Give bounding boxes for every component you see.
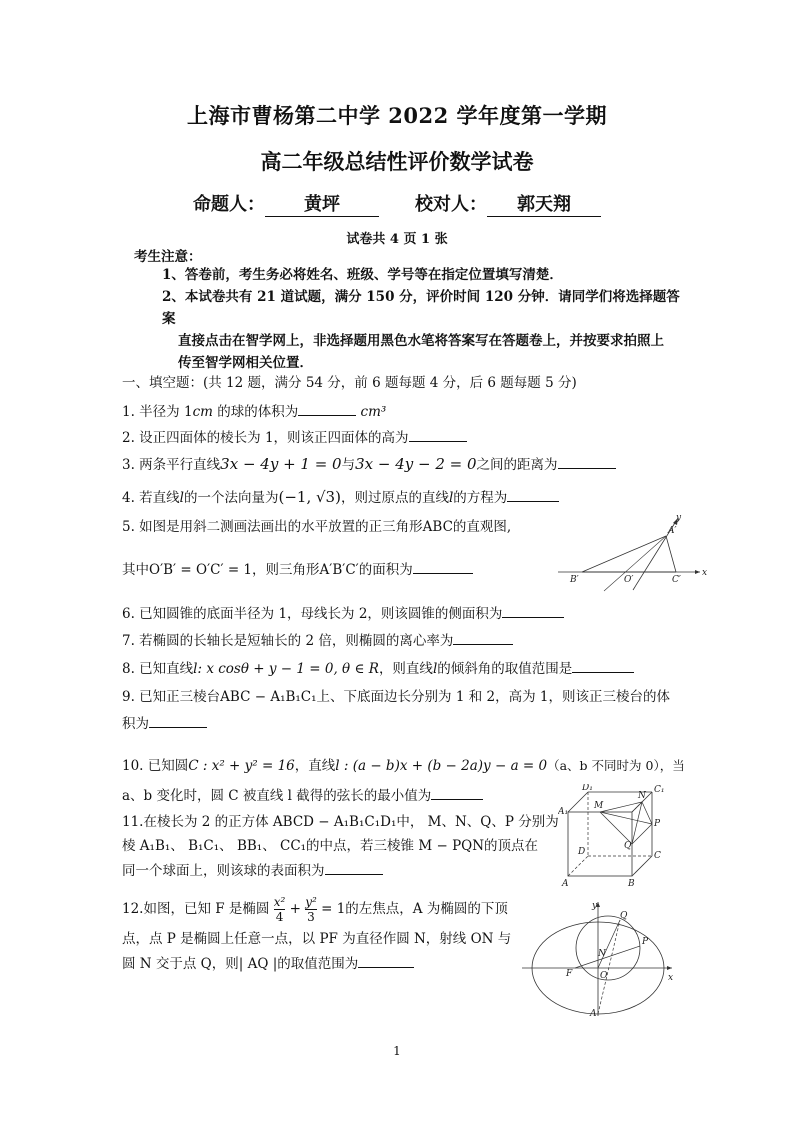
q9-answer-blank[interactable]	[149, 713, 207, 728]
q1-text: 1. 半径为 1	[122, 404, 193, 420]
notice-body	[162, 264, 692, 374]
fig12-label-y: y	[592, 901, 598, 911]
question-12-line-3	[122, 953, 414, 974]
q4-text-4: 的方程为	[453, 490, 508, 506]
fig11-mq	[600, 812, 632, 844]
q10-text: 10. 已知圆	[122, 758, 189, 774]
fig5-label-x: x	[702, 568, 708, 578]
fig12-label-q: Q	[620, 911, 628, 921]
section-heading: 一、填空题：(共 12 题，满分 54 分，前 6 题每题 4 分，后 6 题每题 5 分)	[122, 375, 577, 391]
question-6	[122, 603, 564, 624]
fig11-nq	[632, 802, 642, 844]
q7-answer-blank[interactable]	[453, 630, 513, 645]
q5-answer-blank[interactable]	[413, 559, 473, 574]
fig12-label-o: O	[600, 971, 608, 981]
q8-answer-blank[interactable]	[572, 658, 634, 673]
fig5-label-o: O′	[624, 575, 634, 585]
question-9-line-2	[122, 713, 207, 734]
fig11-label-d: D	[578, 847, 586, 857]
fig12-label-n: N	[598, 949, 606, 959]
fig5-line-ext	[604, 536, 666, 591]
q12-frac-2-den: 3	[307, 910, 315, 924]
fig12-pf	[575, 946, 640, 968]
q10-line: l : (a − b)x + (b − 2a)y − a = 0	[335, 758, 548, 774]
q8-equation: : x cosθ + y − 1 = 0, θ ∈ R	[197, 661, 379, 677]
fig11-label-c1: C₁	[654, 785, 665, 795]
q1-unit-cubic: cm³	[360, 404, 387, 420]
fig11-label-p: P	[654, 819, 661, 829]
q8-text-3: 的倾斜角的取值范围是	[437, 661, 573, 677]
q12-frac-1-den: 4	[275, 910, 284, 924]
fig11-label-d1: D₁	[582, 784, 593, 793]
q5-text: 其中O′B′ = O′C′ = 1，则三角形A′B′C′的面积为	[122, 562, 413, 578]
q8-text: 8. 已知直线	[122, 661, 194, 677]
q11-answer-blank[interactable]	[325, 860, 383, 875]
fig12-aq	[598, 920, 620, 1014]
fig12-label-p: P	[642, 937, 649, 947]
q3-text-2: 之间的距离为	[476, 457, 558, 473]
q12-frac-1-num: x²	[273, 895, 286, 909]
q12-answer-blank[interactable]	[358, 953, 414, 968]
q3-answer-blank[interactable]	[558, 454, 616, 469]
fig11-label-c: C	[654, 851, 661, 861]
question-10-line-1	[122, 756, 685, 776]
author-line	[0, 190, 794, 217]
fig11-label-b: B	[628, 879, 635, 889]
q10-answer-blank[interactable]	[431, 785, 483, 800]
q7-text: 7. 若椭圆的长轴长是短轴长的 2 倍，则椭圆的离心率为	[122, 633, 454, 649]
question-8	[122, 658, 634, 679]
fig5-label-b: B′	[570, 575, 579, 585]
fig11-label-a1: A₁	[558, 807, 569, 817]
fig11-qp	[632, 824, 652, 844]
fig11-edge-a1d1	[568, 792, 588, 812]
question-9-line-1: 9. 已知正三棱台ABC − A₁B₁C₁上、下底面边长分别为 1 和 2，高为 1，则该正三棱台的体	[122, 689, 670, 705]
fig11-hidden-ad	[568, 856, 588, 876]
q4-answer-blank[interactable]	[507, 487, 559, 502]
fig12-ray-on	[598, 920, 620, 968]
author-name: 黄坪	[265, 190, 379, 217]
fig5-side-ac	[666, 536, 676, 572]
question-10-line-2	[122, 785, 483, 806]
fig11-label-q: Q	[624, 841, 632, 851]
question-12-line-2: 点，点 P 是椭圆上任意一点，以 PF 为直径作圆 N，射线 ON 与	[122, 931, 512, 947]
q11-text: 同一个球面上，则该球的表面积为	[122, 863, 325, 879]
q12-plus: +	[289, 901, 301, 917]
figure-q12-ellipse	[520, 898, 680, 1018]
fig12-label-f: F	[566, 969, 573, 979]
q4-vector: (−1, √3)	[278, 488, 341, 506]
question-11-line-2: 棱 A₁B₁、 B₁C₁、 BB₁、 CC₁的中点，若三棱锥 M − PQN的顶点在	[122, 838, 539, 854]
q4-text-3: ，则过原点的直线	[340, 490, 449, 506]
q1-answer-blank[interactable]	[298, 401, 356, 416]
question-4	[122, 487, 559, 508]
q3-line-2: 3x − 4y − 2 = 0	[355, 455, 477, 473]
page-count: 试卷共 4 页 1 张	[346, 232, 448, 247]
fig11-np	[642, 802, 652, 824]
q3-and: 与	[341, 457, 356, 473]
exam-title: 上海市曹杨第二中学 2022 学年度第一学期	[186, 103, 608, 128]
q6-answer-blank[interactable]	[502, 603, 564, 618]
q4-l: l	[179, 490, 184, 506]
q8-l: l	[193, 661, 198, 677]
fig11-edge-bc	[632, 856, 652, 876]
q1-text-2: 的球的体积为	[212, 404, 299, 420]
question-5-line-1: 5. 如图是用斜二测画法画出的水平放置的正三角形ABC的直观图,	[122, 519, 512, 535]
fig12-label-x: x	[668, 973, 674, 983]
q10-circle: C : x² + y² = 16	[188, 758, 295, 774]
q8-text-2: ，则直线	[378, 661, 433, 677]
fig11-mn	[600, 802, 642, 812]
figure-q11-cube	[558, 784, 668, 890]
fig11-label-n: N	[638, 791, 646, 801]
fig12-circle-n	[576, 916, 640, 980]
question-11-line-3	[122, 860, 383, 881]
notice-item-2-line-3: 传至智学网相关位置．	[178, 355, 313, 371]
q2-text: 2. 设正四面体的棱长为 1，则该正四面体的高为	[122, 430, 409, 446]
question-7	[122, 630, 513, 651]
q2-answer-blank[interactable]	[409, 427, 467, 442]
q12-frac-2	[305, 895, 317, 924]
notice-heading: 考生注意：	[134, 249, 202, 265]
fig5-label-a: A′	[668, 526, 677, 536]
question-12-line-1	[122, 895, 508, 924]
q12-text: 12.如图，已知 F 是椭圆	[122, 901, 270, 917]
q4-l-2: l	[448, 490, 454, 506]
q12-frac-2-num: y²	[305, 895, 317, 909]
question-3	[122, 454, 616, 475]
q6-text: 6. 已知圆锥的底面半径为 1，母线长为 2，则该圆锥的侧面积为	[122, 606, 503, 622]
fig11-label-a: A	[562, 879, 569, 889]
question-5-line-2	[122, 559, 473, 580]
fig11-front-face	[568, 812, 632, 876]
q8-l-2: l	[432, 661, 438, 677]
fig5-label-y: y	[676, 513, 682, 523]
fig11-label-m: M	[594, 801, 604, 811]
q12-text-2: = 1的左焦点，A 为椭圆的下顶	[321, 901, 508, 917]
fig12-x-arrow	[667, 966, 672, 970]
notice-item-1: 1、答卷前，考生务必将姓名、班级、学号等在指定位置填写清楚．	[162, 267, 563, 283]
q12-frac-1	[274, 895, 286, 924]
q12-text-3: 圆 N 交于点 Q，则| AQ |的取值范围为	[122, 956, 359, 972]
question-2	[122, 427, 467, 448]
question-11-line-1: 11.在棱长为 2 的正方体 ABCD − A₁B₁C₁D₁中， M、N、Q、P 分别为	[122, 814, 559, 830]
figure-q5-oblique-triangle	[558, 512, 708, 594]
fig12-label-a: A	[590, 1009, 597, 1018]
q4-text: 4. 若直线	[122, 490, 180, 506]
notice-item-2-line-1: 2、本试卷共有 21 道试题，满分 150 分，评价时间 120 分钟．请同学们将选择题答案	[162, 289, 680, 327]
fig5-side-ba	[582, 536, 666, 572]
q9-text: 积为	[122, 716, 149, 732]
checker-label: 校对人：	[415, 194, 487, 215]
q1-unit: cm	[192, 404, 213, 420]
question-1	[122, 401, 386, 422]
q3-line-1: 3x − 4y + 1 = 0	[220, 455, 342, 473]
notice-item-2-line-2: 直接点击在智学网上，非选择题用黑色水笔将答案写在答题卷上，并按要求拍照上	[178, 333, 664, 349]
fig5-label-c: C′	[672, 575, 681, 585]
author-label: 命题人：	[193, 194, 265, 215]
q10-text-4: a、b 变化时，圆 C 被直线 l 截得的弦长的最小值为	[122, 788, 432, 804]
exam-subtitle: 高二年级总结性评价数学试卷	[260, 149, 534, 174]
fig11-mp	[600, 812, 652, 824]
q10-text-2: ，直线	[294, 758, 336, 774]
q4-text-2: 的一个法向量为	[184, 490, 279, 506]
page-number: 1	[393, 1044, 401, 1058]
q10-text-3: （a、b 不同时为 0），当	[547, 758, 685, 773]
q3-text: 3. 两条平行直线	[122, 457, 221, 473]
checker-name: 郭天翔	[487, 190, 601, 217]
fig5-x-arrow	[695, 570, 700, 574]
